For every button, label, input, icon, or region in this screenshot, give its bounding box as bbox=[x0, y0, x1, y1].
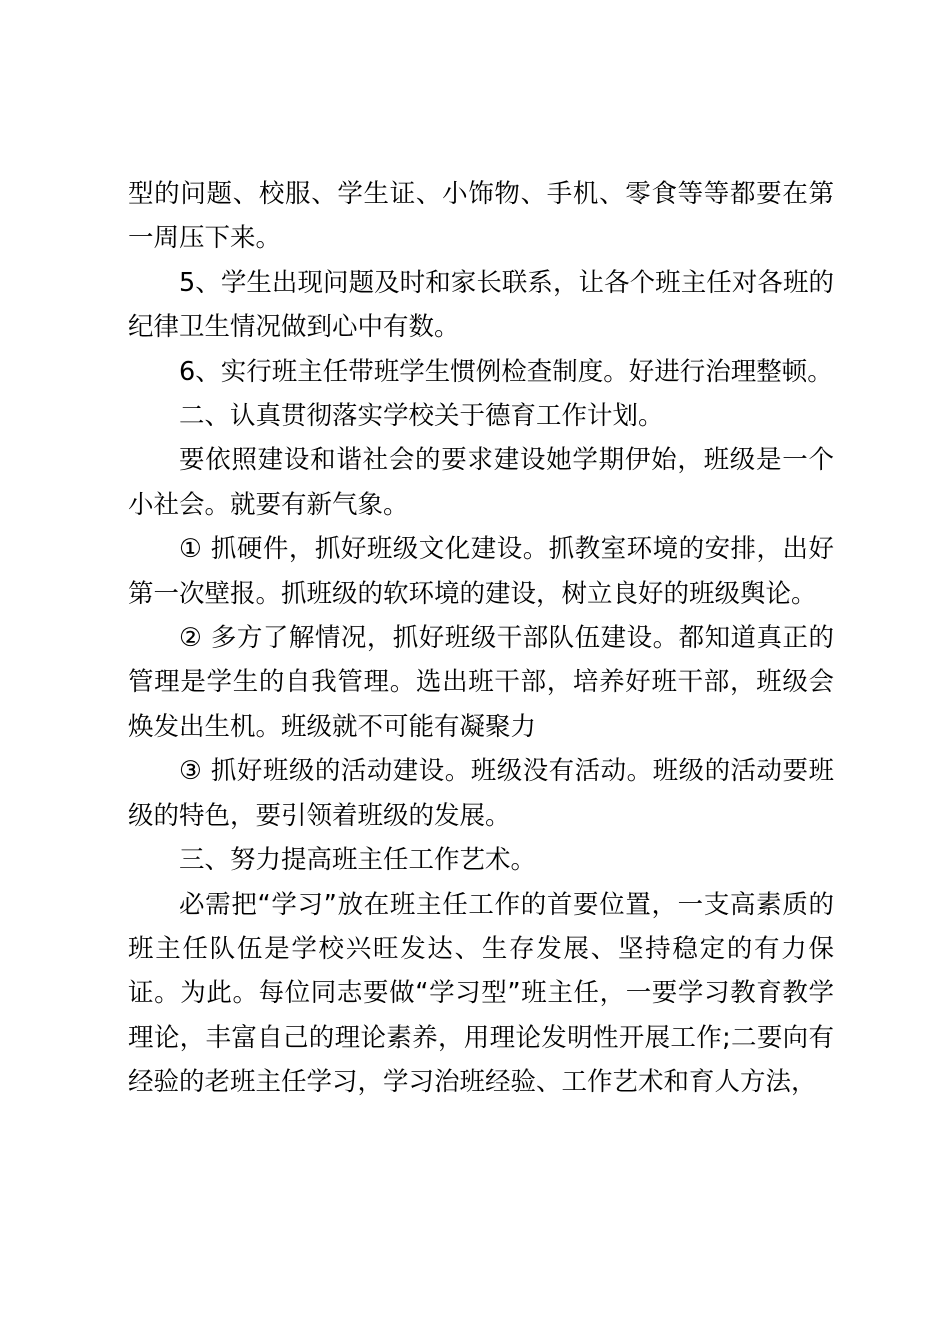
paragraph-point-2: ② 多方了解情况，抓好班级干部队伍建设。都知道真正的管理是学生的自我管理。选出班干部，培养好班干部，班级会焕发出生机。班级就不可能有凝聚力 bbox=[128, 623, 834, 742]
paragraph-item-6: 6、实行班主任带班学生惯例检查制度。好进行治理整顿。 bbox=[179, 356, 833, 387]
section-heading-3: 三、努力提高班主任工作艺术。 bbox=[179, 845, 537, 876]
section-heading-2: 二、认真贯彻落实学校关于德育工作计划。 bbox=[179, 401, 664, 432]
paragraph-item-5: 5、学生出现问题及时和家长联系，让各个班主任对各班的纪律卫生情况做到心中有数。 bbox=[128, 267, 834, 343]
paragraph-point-3: ③ 抓好班级的活动建设。班级没有活动。班级的活动要班级的特色，要引领着班级的发展。 bbox=[128, 756, 834, 831]
paragraph-continuation: 型的问题、校服、学生证、小饰物、手机、零食等等都要在第一周压下来。 bbox=[128, 179, 834, 254]
paragraph-section-2-intro: 要依照建设和谐社会的要求建设她学期伊始，班级是一个小社会。就要有新气象。 bbox=[128, 445, 834, 520]
paragraph-section-3-body: 必需把“学习”放在班主任工作的首要位置，一支高素质的班主任队伍是学校兴旺发达、生存发展、坚持稳定的有力保证。为此。每位同志要做“学习型”班主任，一要学习教育教学理论，丰富自己的理论素养，用理论发明性开展工作;二要向有经验的老班主任学习，学习治班经验、工作艺术和育人方法， bbox=[128, 889, 834, 1098]
paragraph-point-1: ① 抓硬件，抓好班级文化建设。抓教室环境的安排，出好第一次壁报。抓班级的软环境的建设，树立良好的班级舆论。 bbox=[128, 534, 834, 609]
document-body bbox=[128, 172, 834, 1105]
